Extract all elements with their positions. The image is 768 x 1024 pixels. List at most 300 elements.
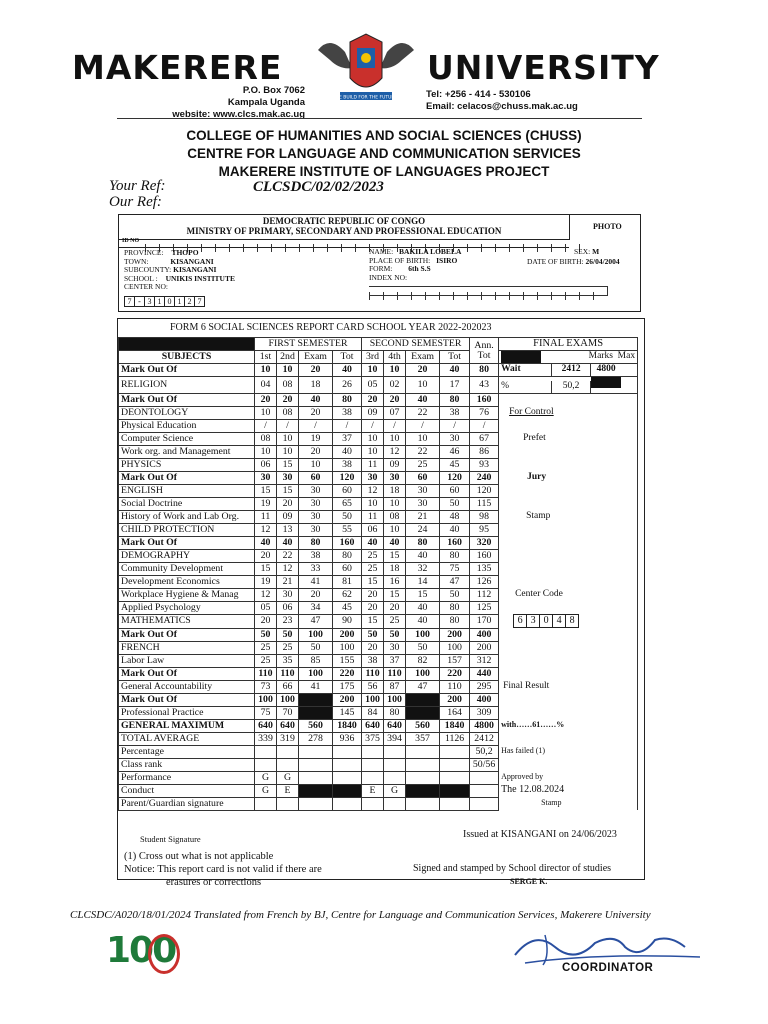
table-row bbox=[119, 667, 638, 680]
grade-cell: 312 bbox=[470, 654, 499, 667]
your-ref-label: Your Ref: bbox=[109, 178, 166, 194]
grade-cell: 110 bbox=[440, 680, 470, 693]
grade-cell bbox=[362, 797, 384, 810]
final-exams-cell bbox=[499, 377, 638, 394]
table-row bbox=[119, 458, 638, 471]
grade-cell: 240 bbox=[470, 471, 499, 484]
grade-cell: 46 bbox=[440, 445, 470, 458]
grade-cell: 120 bbox=[440, 471, 470, 484]
grade-cell: 375 bbox=[362, 732, 384, 745]
subject-name: Percentage bbox=[119, 745, 255, 758]
grade-cell: 100 bbox=[299, 628, 333, 641]
table-row bbox=[119, 693, 638, 706]
table-row bbox=[119, 706, 638, 719]
grade-cell: 30 bbox=[406, 484, 440, 497]
grade-cell bbox=[299, 745, 333, 758]
grade-cell bbox=[362, 745, 384, 758]
grade-cell: 175 bbox=[333, 680, 362, 693]
grade-cell bbox=[470, 797, 499, 810]
subject-name: ENGLISH bbox=[119, 484, 255, 497]
grade-cell: 12 bbox=[255, 588, 277, 601]
grade-cell bbox=[255, 758, 277, 771]
grade-cell: 48 bbox=[440, 510, 470, 523]
grade-cell: 19 bbox=[255, 497, 277, 510]
grade-cell: 08 bbox=[277, 377, 299, 394]
final-exams-cell bbox=[499, 393, 638, 406]
dob-field: DATE OF BIRTH: 26/04/2004 bbox=[527, 257, 620, 266]
grade-cell: / bbox=[362, 419, 384, 432]
grade-cell: 100 bbox=[440, 641, 470, 654]
center-number-boxes: 7 - 3 1 0 1 2 7 bbox=[124, 291, 204, 309]
final-exams-cell bbox=[499, 614, 638, 628]
grade-cell: 50 bbox=[362, 628, 384, 641]
center-no-label: CENTER NO: bbox=[124, 282, 168, 291]
table-row bbox=[119, 601, 638, 614]
note-cross-out: (1) Cross out what is not applicable bbox=[124, 851, 274, 862]
grade-cell: 11 bbox=[362, 458, 384, 471]
grade-cell: 98 bbox=[470, 510, 499, 523]
column-head: Tot bbox=[333, 351, 362, 364]
table-row bbox=[119, 393, 638, 406]
grade-cell: 10 bbox=[362, 364, 384, 377]
final-exams-cell bbox=[499, 549, 638, 562]
grade-cell: 560 bbox=[406, 719, 440, 732]
address-line: P.O. Box 7062 bbox=[242, 85, 305, 96]
table-row bbox=[119, 445, 638, 458]
university-crest-icon bbox=[310, 30, 422, 112]
grade-cell: 320 bbox=[470, 536, 499, 549]
grade-cell: 21 bbox=[277, 575, 299, 588]
grade-cell: 37 bbox=[333, 432, 362, 445]
location-fields bbox=[124, 249, 235, 292]
grade-cell: 25 bbox=[362, 549, 384, 562]
grade-cell: 41 bbox=[299, 680, 333, 693]
grade-cell: 50 bbox=[333, 510, 362, 523]
grade-cell: 25 bbox=[384, 614, 406, 628]
grade-cell: 200 bbox=[470, 641, 499, 654]
grade-cell bbox=[277, 797, 299, 810]
grade-cell bbox=[384, 745, 406, 758]
grade-cell: 20 bbox=[362, 641, 384, 654]
grade-cell: 25 bbox=[255, 654, 277, 667]
subject-name: Workplace Hygiene & Manag bbox=[119, 588, 255, 601]
centenary-number: 100 bbox=[106, 930, 176, 971]
table-row bbox=[119, 377, 638, 394]
final-exams-cell bbox=[499, 601, 638, 614]
grade-cell: 60 bbox=[333, 562, 362, 575]
grade-cell: 160 bbox=[333, 536, 362, 549]
subject-name: Computer Science bbox=[119, 432, 255, 445]
grade-cell bbox=[440, 745, 470, 758]
wait-max: 4800 bbox=[596, 364, 616, 375]
table-row bbox=[119, 641, 638, 654]
column-head: Exam bbox=[406, 351, 440, 364]
final-exams-cell bbox=[499, 667, 638, 680]
grade-cell: 38 bbox=[333, 458, 362, 471]
table-row bbox=[119, 628, 638, 641]
notice-validity: Notice: This report card is not valid if there are bbox=[124, 864, 322, 875]
grade-cell: 80 bbox=[333, 393, 362, 406]
grade-cell: 80 bbox=[299, 536, 333, 549]
final-exams-cell bbox=[499, 497, 638, 510]
grade-cell: 04 bbox=[255, 377, 277, 394]
grade-cell: 55 bbox=[333, 523, 362, 536]
grade-cell: / bbox=[333, 419, 362, 432]
grade-cell: 10 bbox=[384, 364, 406, 377]
column-head: 3rd bbox=[362, 351, 384, 364]
subject-name: FRENCH bbox=[119, 641, 255, 654]
table-row bbox=[119, 654, 638, 667]
final-result-label: Final Result bbox=[503, 680, 550, 691]
subject-name: Work org. and Management bbox=[119, 445, 255, 458]
grade-cell bbox=[440, 758, 470, 771]
grade-cell: 25 bbox=[406, 458, 440, 471]
grade-cell: 10 bbox=[255, 445, 277, 458]
jury-label: Jury bbox=[527, 471, 547, 482]
grade-cell: 20 bbox=[362, 601, 384, 614]
final-exams-cell bbox=[499, 484, 638, 497]
header-blank bbox=[119, 338, 255, 351]
grade-cell: 50 bbox=[384, 628, 406, 641]
table-row bbox=[119, 614, 638, 628]
final-exams-cell bbox=[499, 575, 638, 588]
table-row bbox=[119, 575, 638, 588]
grade-cell: 80 bbox=[470, 364, 499, 377]
subject-name: Mark Out Of bbox=[119, 628, 255, 641]
subject-name: Mark Out Of bbox=[119, 693, 255, 706]
max-label: Max bbox=[617, 351, 636, 361]
grade-cell: 357 bbox=[406, 732, 440, 745]
grade-cell: 26 bbox=[333, 377, 362, 394]
subject-name: Mark Out Of bbox=[119, 393, 255, 406]
final-exams-cell bbox=[499, 445, 638, 458]
grade-cell: 80 bbox=[333, 549, 362, 562]
final-exams-cell bbox=[499, 364, 638, 377]
grade-cell: 60 bbox=[440, 484, 470, 497]
grade-cell: 80 bbox=[440, 549, 470, 562]
grade-cell: 157 bbox=[440, 654, 470, 667]
grade-cell: / bbox=[299, 419, 333, 432]
grade-cell: / bbox=[384, 419, 406, 432]
grade-cell: E bbox=[362, 784, 384, 797]
grade-cell: 02 bbox=[384, 377, 406, 394]
grade-cell: 30 bbox=[299, 523, 333, 536]
grade-cell: 110 bbox=[277, 667, 299, 680]
college-line-3: MAKERERE INSTITUTE OF LANGUAGES PROJECT bbox=[218, 164, 550, 179]
table-row bbox=[119, 562, 638, 575]
form-value: 6th S.S bbox=[408, 264, 431, 273]
grade-cell: 50 bbox=[440, 497, 470, 510]
grade-cell: / bbox=[406, 419, 440, 432]
grade-cell: G bbox=[255, 771, 277, 784]
grade-cell: 05 bbox=[255, 601, 277, 614]
grade-cell bbox=[333, 797, 362, 810]
grade-cell: 22 bbox=[277, 549, 299, 562]
grade-cell: 21 bbox=[406, 510, 440, 523]
grade-cell: 15 bbox=[362, 575, 384, 588]
student-signature-label: Student Signature bbox=[140, 834, 201, 844]
prefet-label: Prefet bbox=[523, 432, 546, 443]
grade-cell: 10 bbox=[255, 406, 277, 419]
pob-value: ISIRO bbox=[436, 255, 458, 265]
grade-cell: 93 bbox=[470, 458, 499, 471]
grade-cell: 80 bbox=[406, 536, 440, 549]
grade-cell: 60 bbox=[333, 484, 362, 497]
final-exams-cell bbox=[499, 641, 638, 654]
grade-cell: 135 bbox=[470, 562, 499, 575]
final-exams-cell bbox=[499, 458, 638, 471]
country-line: DEMOCRATIC REPUBLIC OF CONGO bbox=[262, 216, 426, 226]
table-row bbox=[119, 406, 638, 419]
grade-cell: 50 bbox=[255, 628, 277, 641]
grade-cell: 145 bbox=[333, 706, 362, 719]
grade-cell: G bbox=[255, 784, 277, 797]
subject-name: PHYSICS bbox=[119, 458, 255, 471]
final-exams-cell bbox=[499, 680, 638, 693]
grade-cell: 20 bbox=[384, 601, 406, 614]
grade-cell: 640 bbox=[362, 719, 384, 732]
grade-cell: 20 bbox=[277, 393, 299, 406]
grade-cell: 100 bbox=[299, 667, 333, 680]
grade-cell: 15 bbox=[255, 562, 277, 575]
translation-statement: CLCSDC/A020/18/01/2024 Translated from French by BJ, Centre for Language and Communication Services, Makerere University bbox=[70, 909, 651, 921]
grade-cell: 09 bbox=[277, 510, 299, 523]
grade-cell: 170 bbox=[470, 614, 499, 628]
grade-cell bbox=[406, 693, 440, 706]
contact-block bbox=[426, 89, 578, 113]
grade-cell bbox=[299, 693, 333, 706]
table-row bbox=[119, 484, 638, 497]
grade-cell: 18 bbox=[384, 562, 406, 575]
grade-cell bbox=[406, 797, 440, 810]
grade-cell: 160 bbox=[470, 549, 499, 562]
grade-cell: 50 bbox=[440, 588, 470, 601]
center-code-digit: 4 bbox=[552, 614, 566, 628]
grade-cell: 1126 bbox=[440, 732, 470, 745]
centenary-ring-icon bbox=[148, 934, 180, 974]
grade-cell bbox=[362, 771, 384, 784]
table-row bbox=[119, 536, 638, 549]
table-row bbox=[119, 784, 638, 797]
report-title: FORM 6 SOCIAL SCIENCES REPORT CARD SCHOOL YEAR 2022-202023 bbox=[170, 322, 492, 333]
table-row bbox=[119, 758, 638, 771]
grade-cell: 05 bbox=[362, 377, 384, 394]
grade-cell: 47 bbox=[440, 575, 470, 588]
grade-cell: 126 bbox=[470, 575, 499, 588]
grade-cell: 15 bbox=[384, 549, 406, 562]
crest-motto: WE BUILD FOR THE FUTURE bbox=[334, 95, 398, 101]
grade-cell bbox=[406, 758, 440, 771]
grade-cell: 82 bbox=[406, 654, 440, 667]
grade-cell: 11 bbox=[255, 510, 277, 523]
subject-name: History of Work and Lab Org. bbox=[119, 510, 255, 523]
grade-cell: 40 bbox=[277, 536, 299, 549]
grade-cell: 15 bbox=[255, 484, 277, 497]
name-value: BAKILA LOBELA bbox=[399, 247, 462, 256]
grade-cell bbox=[333, 771, 362, 784]
table-row bbox=[119, 680, 638, 693]
table-row bbox=[119, 471, 638, 484]
grade-cell: 1840 bbox=[440, 719, 470, 732]
final-exams-cell bbox=[499, 471, 638, 484]
grade-cell: 30 bbox=[277, 588, 299, 601]
table-row bbox=[119, 364, 638, 377]
grade-cell: 76 bbox=[470, 406, 499, 419]
table-row bbox=[119, 497, 638, 510]
grade-cell: 75 bbox=[255, 706, 277, 719]
index-number-boxes bbox=[369, 286, 608, 296]
grade-cell bbox=[255, 797, 277, 810]
subject-name: GENERAL MAXIMUM bbox=[119, 719, 255, 732]
table-row bbox=[119, 523, 638, 536]
center-code-digit: 6 bbox=[513, 614, 527, 628]
ministry-header bbox=[119, 215, 570, 240]
province-value: THOPO bbox=[171, 248, 199, 257]
final-percent: with……61……% bbox=[501, 720, 565, 730]
grade-cell: 160 bbox=[470, 393, 499, 406]
town-value: KISANGANI bbox=[170, 256, 214, 266]
final-exams-cell bbox=[499, 523, 638, 536]
grade-cell: 30 bbox=[299, 510, 333, 523]
email: Email: celacos@chuss.mak.ac.ug bbox=[426, 101, 578, 112]
grade-cell: 110 bbox=[255, 667, 277, 680]
subject-name: CHILD PROTECTION bbox=[119, 523, 255, 536]
grade-cell bbox=[277, 758, 299, 771]
grade-cell: 20 bbox=[277, 497, 299, 510]
grade-cell bbox=[333, 784, 362, 797]
grade-cell: 22 bbox=[406, 445, 440, 458]
grade-cell: 37 bbox=[384, 654, 406, 667]
grade-cell: 16 bbox=[384, 575, 406, 588]
grade-cell: 25 bbox=[362, 562, 384, 575]
grade-cell: 220 bbox=[440, 667, 470, 680]
sex-field: SEX: M bbox=[574, 247, 600, 256]
final-exams-cell bbox=[499, 628, 638, 641]
grade-cell: 40 bbox=[384, 536, 406, 549]
grade-cell: 20 bbox=[255, 549, 277, 562]
grade-cell: 20 bbox=[362, 393, 384, 406]
grade-cell: 40 bbox=[255, 536, 277, 549]
grade-cell: 4800 bbox=[470, 719, 499, 732]
grade-cell: 20 bbox=[255, 393, 277, 406]
grade-cell: E bbox=[277, 784, 299, 797]
grade-cell: 24 bbox=[406, 523, 440, 536]
final-exams-cell bbox=[499, 719, 638, 732]
grade-cell: 10 bbox=[255, 364, 277, 377]
grade-cell: 47 bbox=[299, 614, 333, 628]
grade-cell: 50,2 bbox=[470, 745, 499, 758]
grade-cell: 34 bbox=[299, 601, 333, 614]
grade-cell: 65 bbox=[333, 497, 362, 510]
grade-cell: 43 bbox=[470, 377, 499, 394]
grade-cell bbox=[362, 758, 384, 771]
grade-cell: / bbox=[440, 419, 470, 432]
grade-cell: 06 bbox=[362, 523, 384, 536]
grade-cell: 33 bbox=[299, 562, 333, 575]
grade-cell: 10 bbox=[362, 432, 384, 445]
grade-cell: 20 bbox=[406, 364, 440, 377]
grade-cell: 400 bbox=[470, 628, 499, 641]
final-exams-cell bbox=[499, 654, 638, 667]
grade-cell: 30 bbox=[255, 471, 277, 484]
subjects-label: SUBJECTS bbox=[119, 351, 255, 364]
address-line: Kampala Uganda bbox=[227, 97, 305, 108]
photo-label: PHOTO bbox=[593, 222, 622, 231]
annual-total-label: Ann. Tot bbox=[470, 338, 499, 364]
grade-cell bbox=[470, 771, 499, 784]
grade-cell: 40 bbox=[333, 445, 362, 458]
for-control-label: For Control bbox=[509, 406, 554, 417]
centenary-logo bbox=[106, 930, 180, 976]
grade-cell: 10 bbox=[362, 445, 384, 458]
final-exams-cell bbox=[499, 745, 638, 758]
grade-cell: 30 bbox=[299, 484, 333, 497]
final-exams-cell bbox=[499, 797, 638, 810]
university-name-left: MAKERERE bbox=[72, 48, 283, 87]
index-label: INDEX NO: bbox=[369, 272, 408, 282]
final-exams-label: FINAL EXAMS bbox=[499, 338, 638, 351]
has-failed: Has failed (1) bbox=[501, 746, 546, 756]
header-divider bbox=[117, 118, 642, 119]
grade-cell: 20 bbox=[299, 588, 333, 601]
grade-cell: 47 bbox=[406, 680, 440, 693]
grade-cell bbox=[299, 797, 333, 810]
grade-cell: 15 bbox=[384, 588, 406, 601]
subject-name: Labor Law bbox=[119, 654, 255, 667]
grade-cell: G bbox=[384, 784, 406, 797]
grade-cell: 40 bbox=[440, 364, 470, 377]
grade-cell bbox=[299, 784, 333, 797]
grade-cell: 40 bbox=[299, 393, 333, 406]
grade-cell: 30 bbox=[384, 641, 406, 654]
school-value: UNIKIS INSTITUTE bbox=[165, 273, 235, 283]
grade-cell: 220 bbox=[333, 667, 362, 680]
grade-cell bbox=[384, 758, 406, 771]
grade-cell: 38 bbox=[362, 654, 384, 667]
id-number-row bbox=[119, 239, 569, 248]
student-fields bbox=[369, 248, 461, 282]
grade-cell: 40 bbox=[406, 614, 440, 628]
grade-cell: 10 bbox=[299, 458, 333, 471]
grade-cell: 400 bbox=[470, 693, 499, 706]
final-exams-cell bbox=[499, 771, 638, 784]
subject-name: Social Doctrine bbox=[119, 497, 255, 510]
stamp-label: Stamp bbox=[526, 510, 551, 521]
signed-by-director: Signed and stamped by School director of studies bbox=[413, 863, 612, 874]
grade-cell: 25 bbox=[277, 641, 299, 654]
grade-cell: 30 bbox=[384, 471, 406, 484]
grade-cell: 25 bbox=[255, 641, 277, 654]
final-exams-cell bbox=[499, 536, 638, 549]
issued-place-date: Issued at KISANGANI on 24/06/2023 bbox=[463, 829, 617, 840]
subject-name: Mark Out Of bbox=[119, 536, 255, 549]
grade-cell: 15 bbox=[277, 484, 299, 497]
approved-by: Approved by bbox=[501, 772, 544, 782]
id-no-label: ID NO bbox=[122, 238, 140, 244]
column-head: Exam bbox=[299, 351, 333, 364]
grade-cell: 10 bbox=[406, 432, 440, 445]
grade-cell: 295 bbox=[470, 680, 499, 693]
grade-cell: 66 bbox=[277, 680, 299, 693]
grade-cell: 18 bbox=[384, 484, 406, 497]
subject-name: Parent/Guardian signature bbox=[119, 797, 255, 810]
grade-cell: 40 bbox=[362, 536, 384, 549]
subject-name: RELIGION bbox=[119, 377, 255, 394]
column-header-row bbox=[119, 351, 638, 364]
grade-cell: 100 bbox=[406, 667, 440, 680]
grade-cell: 112 bbox=[470, 588, 499, 601]
grade-cell: 30 bbox=[440, 432, 470, 445]
